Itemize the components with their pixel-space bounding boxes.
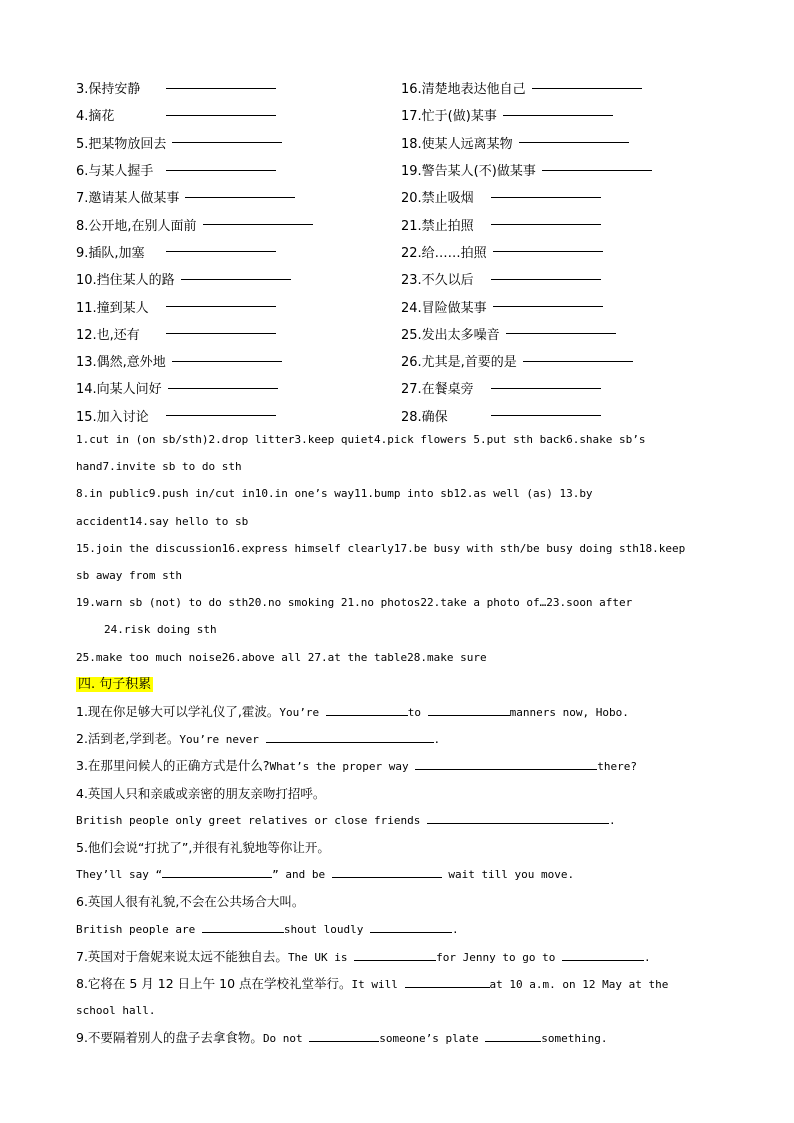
sentence-text: wait till you move.: [441, 868, 575, 882]
answer-blank[interactable]: [427, 811, 609, 824]
vocab-item: [401, 242, 726, 261]
vocab-item: [76, 242, 401, 261]
vocab-label: 25.发出太多噪音: [401, 327, 500, 343]
answer-blank[interactable]: [162, 865, 272, 878]
sentence-text: to: [407, 706, 428, 719]
vocab-item: [76, 324, 401, 343]
sentence-item: [76, 807, 726, 834]
vocab-row: [76, 156, 726, 183]
vocab-item: [76, 215, 401, 234]
sentence-text: The UK is: [287, 950, 355, 964]
sentence-item: [76, 916, 726, 943]
sentence-item: [76, 725, 726, 752]
vocab-item: [401, 160, 726, 179]
vocab-row: [76, 210, 726, 237]
sentence-text: shout loudly: [283, 922, 370, 936]
sentence-item: [76, 698, 726, 725]
answer-blank[interactable]: [370, 920, 452, 933]
answer-blank[interactable]: [519, 141, 629, 143]
vocab-label: 12.也,还有: [76, 327, 140, 343]
section-title: 四. 句子积累: [78, 677, 152, 692]
answer-blank[interactable]: [354, 948, 436, 961]
vocab-item: [401, 297, 726, 316]
answer-blank[interactable]: [185, 196, 295, 198]
answer-blank[interactable]: [326, 703, 408, 716]
answer-blank[interactable]: [181, 278, 291, 280]
vocab-item: [76, 105, 401, 124]
sentence-chinese: 5.他们会说“打扰了”,并很有礼貌地等你让开。: [76, 839, 330, 855]
vocab-label: 28.确保: [401, 409, 448, 425]
answer-key: [76, 426, 720, 671]
sentence-item: [76, 834, 726, 861]
vocab-label: 4.摘花: [76, 109, 115, 125]
vocab-item: [76, 160, 401, 179]
vocab-label: 14.向某人问好: [76, 382, 162, 398]
sentence-chinese: 9.不要隔着别人的盘子去拿食物。: [76, 1030, 263, 1046]
sentence-text: They’ll say “: [76, 868, 163, 882]
sentence-text: something.: [541, 1032, 608, 1046]
vocab-row: [76, 374, 726, 401]
vocab-item: [76, 378, 401, 397]
sentence-chinese: 3.在那里问候人的正确方式是什么?: [76, 758, 270, 774]
answer-blank[interactable]: [405, 975, 490, 988]
answer-blank[interactable]: [266, 730, 434, 743]
answer-blank[interactable]: [166, 414, 276, 416]
answer-line: hand7.invite sb to do sth: [76, 460, 242, 474]
sentence-chinese: 4.英国人只和亲戚或亲密的朋友亲吻打招呼。: [76, 785, 326, 801]
answer-blank[interactable]: [166, 87, 276, 89]
vocab-label: 7.邀请某人做某事: [76, 191, 180, 207]
section-heading: [76, 673, 153, 695]
sentence-text: British people only greet relatives or close friends: [76, 813, 427, 827]
sentence-list: [76, 698, 726, 1051]
sentence-chinese: 1.现在你足够大可以学礼仪了,霍波。: [76, 704, 280, 719]
answer-blank[interactable]: [166, 114, 276, 116]
sentence-text: What’s the proper way: [269, 760, 416, 774]
sentence-text: at 10 a.m. on 12 May at the: [489, 977, 669, 991]
answer-line: 8.in public9.push in/cut in10.in one’s way11.bump into sb12.as well (as) 13.by: [76, 487, 593, 501]
sentence-text: British people are: [76, 922, 202, 936]
sentence-text: manners now, Hobo.: [509, 706, 629, 719]
vocab-label: 18.使某人远离某物: [401, 136, 513, 152]
answer-blank[interactable]: [491, 223, 601, 225]
sentence-text: You’re: [279, 706, 326, 719]
sentence-item: [76, 888, 726, 915]
answer-blank[interactable]: [491, 196, 601, 198]
vocab-item: [401, 105, 726, 124]
vocab-row: [76, 238, 726, 265]
vocabulary-table: [76, 74, 726, 429]
sentence-text: ” and be: [272, 868, 332, 882]
answer-line: 1.cut in (on sb/sth)2.drop litter3.keep quiet4.pick flowers 5.put sth back6.shake sb’s: [76, 433, 646, 446]
sentence-item: [76, 752, 726, 779]
sentence-text: You’re never: [179, 733, 266, 747]
answer-blank[interactable]: [523, 360, 633, 362]
vocab-item: [401, 133, 726, 152]
answer-blank[interactable]: [493, 250, 603, 252]
answer-blank[interactable]: [503, 114, 613, 116]
vocab-label: 3.保持安静: [76, 82, 141, 98]
sentence-text: It will: [351, 977, 405, 991]
answer-line: accident14.say hello to sb: [76, 514, 249, 528]
vocab-label: 20.禁止吸烟: [401, 191, 474, 207]
vocab-label: 23.不久以后: [401, 273, 474, 289]
vocab-label: 8.公开地,在别人面前: [76, 218, 197, 234]
vocab-item: [401, 351, 726, 370]
vocab-item: [76, 78, 401, 97]
answer-blank[interactable]: [166, 169, 276, 171]
vocab-row: [76, 74, 726, 101]
vocab-row: [76, 129, 726, 156]
vocab-row: [76, 292, 726, 319]
vocab-label: 21.禁止拍照: [401, 218, 474, 234]
answer-blank[interactable]: [562, 948, 644, 961]
sentence-item: [76, 861, 726, 888]
vocab-item: [76, 133, 401, 152]
vocab-item: [401, 269, 726, 288]
sentence-text: Do not: [262, 1032, 310, 1046]
sentence-chinese: 2.活到老,学到老。: [76, 731, 180, 747]
sentence-text: .: [644, 950, 651, 964]
answer-blank[interactable]: [506, 332, 616, 334]
sentence-chinese: 8.它将在 5 月 12 日上午 10 点在学校礼堂举行。: [76, 975, 352, 991]
vocab-row: [76, 265, 726, 292]
vocab-label: 15.加入讨论: [76, 409, 149, 425]
sentence-item: [76, 943, 726, 970]
vocab-label: 11.撞到某人: [76, 300, 149, 316]
vocab-label: 16.清楚地表达他自己: [401, 82, 526, 98]
answer-blank[interactable]: [166, 250, 276, 252]
vocab-row: [76, 402, 726, 429]
vocab-label: 24.冒险做某事: [401, 300, 487, 316]
answer-blank[interactable]: [491, 387, 601, 389]
answer-blank[interactable]: [203, 223, 313, 225]
vocab-item: [76, 269, 401, 288]
answer-blank[interactable]: [166, 332, 276, 334]
vocab-item: [76, 297, 401, 316]
sentence-text: there?: [597, 760, 638, 774]
sentence-item: [76, 970, 726, 997]
sentence-text: .: [609, 813, 616, 827]
answer-line: 15.join the discussion16.express himself clearly17.be busy with sth/be busy doing sth18.keep: [76, 541, 686, 555]
vocab-item: [401, 187, 726, 206]
answer-blank[interactable]: [172, 141, 282, 143]
sentence-item: [76, 780, 726, 807]
answer-blank[interactable]: [202, 920, 284, 933]
answer-blank[interactable]: [428, 703, 510, 716]
vocab-row: [76, 101, 726, 128]
vocab-label: 10.挡住某人的路: [76, 273, 175, 289]
vocab-item: [76, 351, 401, 370]
sentence-item: [76, 997, 726, 1024]
answer-blank[interactable]: [168, 387, 278, 389]
answer-blank[interactable]: [485, 1029, 541, 1042]
vocab-label: 6.与某人握手: [76, 164, 154, 180]
vocab-row: [76, 347, 726, 374]
vocab-item: [401, 78, 726, 97]
answer-blank[interactable]: [491, 278, 601, 280]
sentence-text: school hall.: [76, 1004, 156, 1018]
answer-blank[interactable]: [172, 360, 282, 362]
sentence-text: .: [433, 733, 441, 747]
vocab-label: 19.警告某人(不)做某事: [401, 164, 536, 180]
vocab-item: [76, 187, 401, 206]
answer-blank[interactable]: [332, 865, 442, 878]
answer-blank[interactable]: [542, 169, 652, 171]
sentence-chinese: 6.英国人很有礼貌,不会在公共场合大叫。: [76, 894, 305, 910]
vocab-label: 5.把某物放回去: [76, 136, 167, 152]
vocab-label: 9.插队,加塞: [76, 245, 145, 261]
vocab-item: [401, 215, 726, 234]
answer-blank[interactable]: [415, 757, 597, 770]
answer-blank[interactable]: [309, 1029, 379, 1042]
vocab-row: [76, 183, 726, 210]
answer-line: 24.risk doing sth: [104, 623, 217, 637]
answer-line: 19.warn sb (not) to do sth20.no smoking 21.no photos22.take a photo of…23.soon after: [76, 596, 633, 610]
vocab-item: [401, 378, 726, 397]
sentence-chinese: 7.英国对于詹妮来说太远不能独自去。: [76, 948, 288, 964]
sentence-text: for Jenny to go to: [436, 950, 563, 964]
vocab-label: 22.给……拍照: [401, 245, 487, 261]
vocab-label: 27.在餐桌旁: [401, 382, 474, 398]
answer-blank[interactable]: [166, 305, 276, 307]
vocab-row: [76, 320, 726, 347]
vocab-item: [401, 324, 726, 343]
vocab-label: 17.忙于(做)某事: [401, 109, 497, 125]
sentence-text: .: [451, 922, 459, 936]
answer-blank[interactable]: [491, 414, 601, 416]
sentence-text: someone’s plate: [379, 1032, 486, 1046]
vocab-label: 13.偶然,意外地: [76, 355, 166, 371]
answer-line: sb away from sth: [76, 568, 182, 582]
answer-blank[interactable]: [532, 87, 642, 89]
vocab-item: [401, 406, 726, 425]
answer-line: 25.make too much noise26.above all 27.at the table28.make sure: [76, 650, 487, 664]
sentence-item: [76, 1024, 726, 1051]
answer-blank[interactable]: [493, 305, 603, 307]
vocab-label: 26.尤其是,首要的是: [401, 355, 517, 371]
vocab-item: [76, 406, 401, 425]
